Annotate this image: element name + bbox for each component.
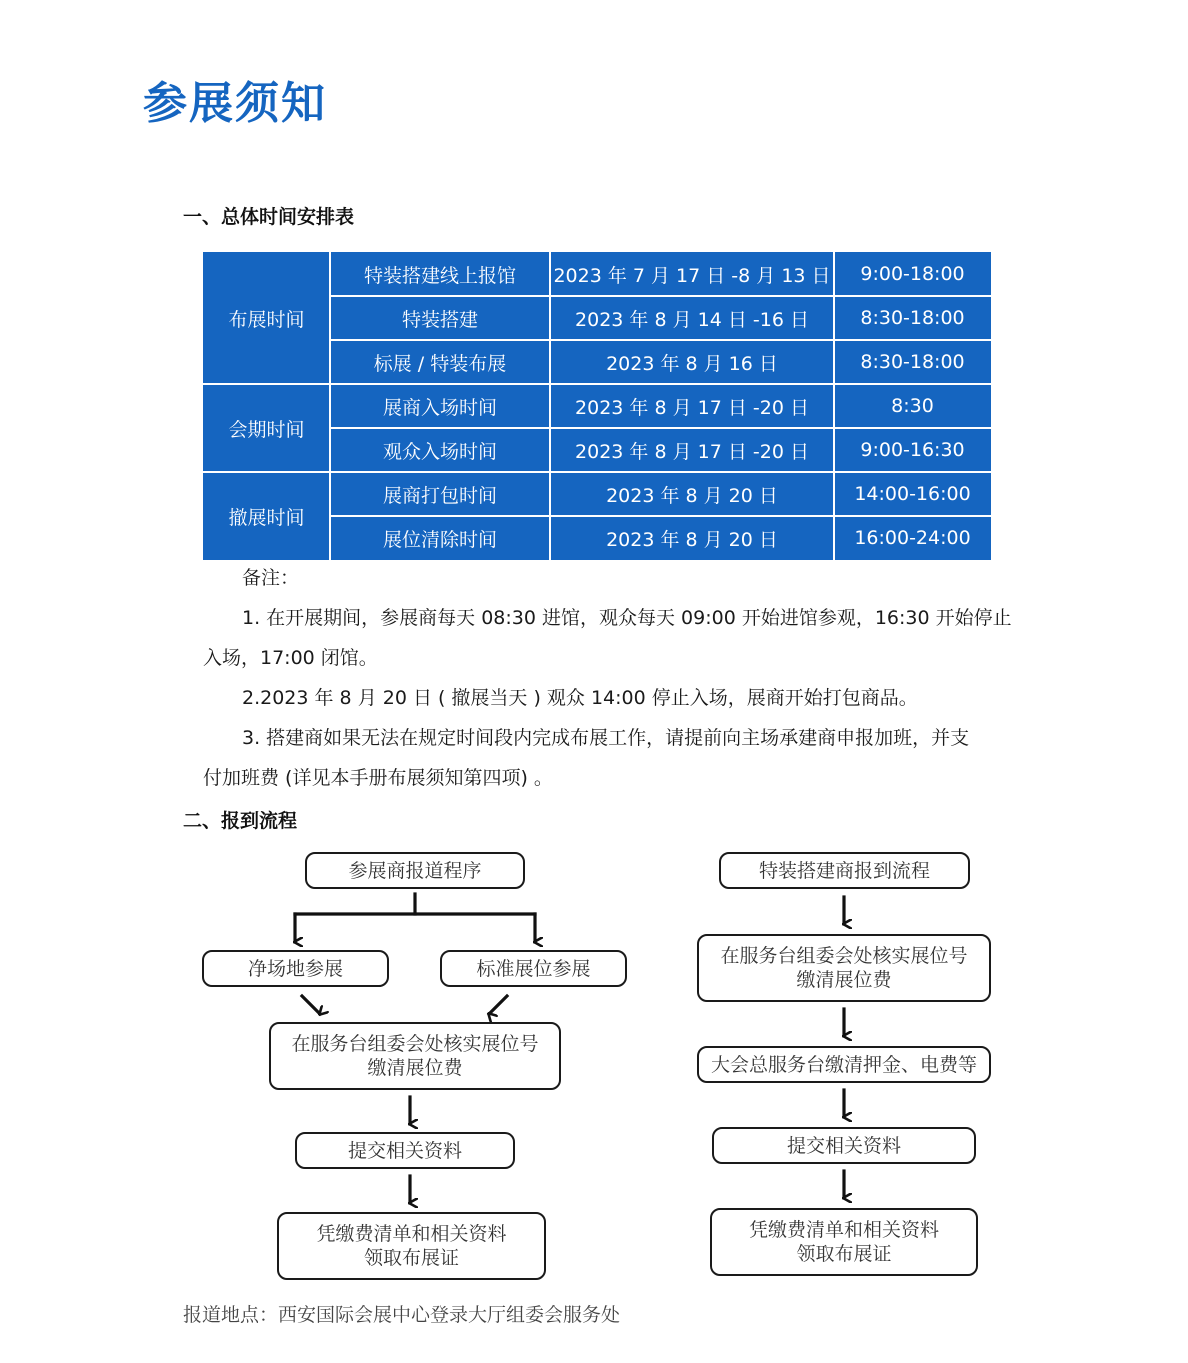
flow-box-label: 提交相关资料 — [786, 1134, 901, 1157]
table-divider — [203, 383, 991, 385]
flow-box-label: 标准展位参展 — [476, 957, 591, 980]
table-divider — [549, 252, 551, 560]
flow-box-label: 缴清展位费 — [367, 1057, 463, 1079]
table-cell-item: 标展 / 特装布展 — [373, 352, 507, 375]
table-divider — [833, 252, 835, 560]
table-cell-item: 特装搭建 — [401, 308, 478, 331]
flow-box-builder-verify-booth — [697, 934, 991, 1002]
table-group-label: 会期时间 — [228, 418, 305, 441]
flow-box-label: 参展商报道程序 — [348, 859, 482, 882]
table-cell-date: 2023 年 8 月 20 日 — [606, 528, 778, 551]
table-divider — [330, 427, 991, 429]
table-cell-item: 观众入场时间 — [382, 440, 497, 463]
flow-box-label: 净场地参展 — [247, 957, 343, 980]
note-3-line-1: 3. 搭建商如果无法在规定时间段内完成布展工作，请提前向主场承建商申报加班，并支 — [242, 727, 970, 749]
page-title: 参展须知 — [143, 78, 327, 129]
table-cell-item: 展商打包时间 — [382, 484, 497, 507]
flow-box-label: 凭缴费清单和相关资料 — [316, 1223, 507, 1245]
note-3-line-2: 付加班费 (详见本手册布展须知第四项) 。 — [203, 767, 553, 789]
flow-box-label: 在服务台组委会处核实展位号 — [291, 1033, 539, 1055]
table-cell-date: 2023 年 7 月 17 日 -8 月 13 日 — [553, 264, 831, 287]
table-cell-item: 特装搭建线上报馆 — [363, 264, 516, 287]
note-1-line-1: 1. 在开展期间，参展商每天 08:30 进馆，观众每天 09:00 开始进馆参观，16:30 开始停止 — [242, 607, 1012, 629]
note-2: 2.2023 年 8 月 20 日 ( 撤展当天 ) 观众 14:00 停止入场，展商开始打包商品。 — [242, 687, 918, 709]
table-divider — [330, 339, 991, 341]
flow-box-label: 凭缴费清单和相关资料 — [748, 1219, 939, 1241]
flow-arrow — [489, 996, 507, 1014]
table-group-label: 撤展时间 — [228, 506, 305, 529]
flow-box-standard-booth — [440, 950, 627, 987]
table-cell-time: 9:00-18:00 — [860, 263, 965, 285]
table-cell-time: 8:30 — [891, 395, 934, 417]
section-heading-registration: 二、报到流程 — [183, 810, 298, 832]
flow-box-verify-booth — [269, 1022, 561, 1090]
notes-label: 备注： — [242, 567, 300, 589]
table-cell-time: 16:00-24:00 — [854, 527, 971, 549]
flow-arrow — [302, 996, 320, 1014]
flow-box-label: 大会总服务台缴清押金、电费等 — [710, 1053, 977, 1076]
table-cell-time: 8:30-18:00 — [860, 351, 965, 373]
flow-box-label: 领取布展证 — [363, 1247, 459, 1269]
flow-box-exhibitor-start — [305, 852, 525, 889]
table-cell-time: 14:00-16:00 — [854, 483, 971, 505]
flow-box-label: 提交相关资料 — [347, 1139, 462, 1162]
flow-box-label: 特装搭建商报到流程 — [758, 859, 930, 882]
table-divider — [330, 295, 991, 297]
table-cell-time: 9:00-16:30 — [860, 439, 965, 461]
registration-location: 报道地点：西安国际会展中心登录大厅组委会服务处 — [183, 1304, 621, 1326]
table-cell-date: 2023 年 8 月 16 日 — [606, 352, 778, 375]
table-cell-time: 8:30-18:00 — [860, 307, 965, 329]
table-cell-date: 2023 年 8 月 17 日 -20 日 — [575, 440, 809, 463]
table-cell-item: 展位清除时间 — [382, 528, 497, 551]
table-cell-date: 2023 年 8 月 14 日 -16 日 — [575, 308, 809, 331]
flow-box-submit-docs — [295, 1132, 515, 1169]
note-1-line-2: 入场，17:00 闭馆。 — [203, 647, 378, 669]
flow-box-label: 在服务台组委会处核实展位号 — [720, 945, 968, 967]
schedule-table — [203, 252, 991, 560]
table-cell-date: 2023 年 8 月 20 日 — [606, 484, 778, 507]
flow-box-pay-deposit — [697, 1046, 991, 1083]
flow-box-builder-submit-docs — [712, 1127, 976, 1164]
flow-box-builder-collect-pass — [710, 1208, 978, 1276]
table-cell-date: 2023 年 8 月 17 日 -20 日 — [575, 396, 809, 419]
flow-box-builder-start — [719, 852, 970, 889]
table-divider — [330, 515, 991, 517]
flow-box-collect-pass — [277, 1212, 546, 1280]
table-group-label: 布展时间 — [228, 308, 305, 331]
flow-box-label: 缴清展位费 — [796, 969, 892, 991]
flow-box-raw-space — [202, 950, 389, 987]
table-cell-item: 展商入场时间 — [382, 396, 497, 419]
flow-box-label: 领取布展证 — [796, 1243, 892, 1265]
table-divider — [203, 471, 991, 473]
section-heading-schedule: 一、总体时间安排表 — [183, 206, 355, 228]
table-divider — [329, 252, 331, 560]
